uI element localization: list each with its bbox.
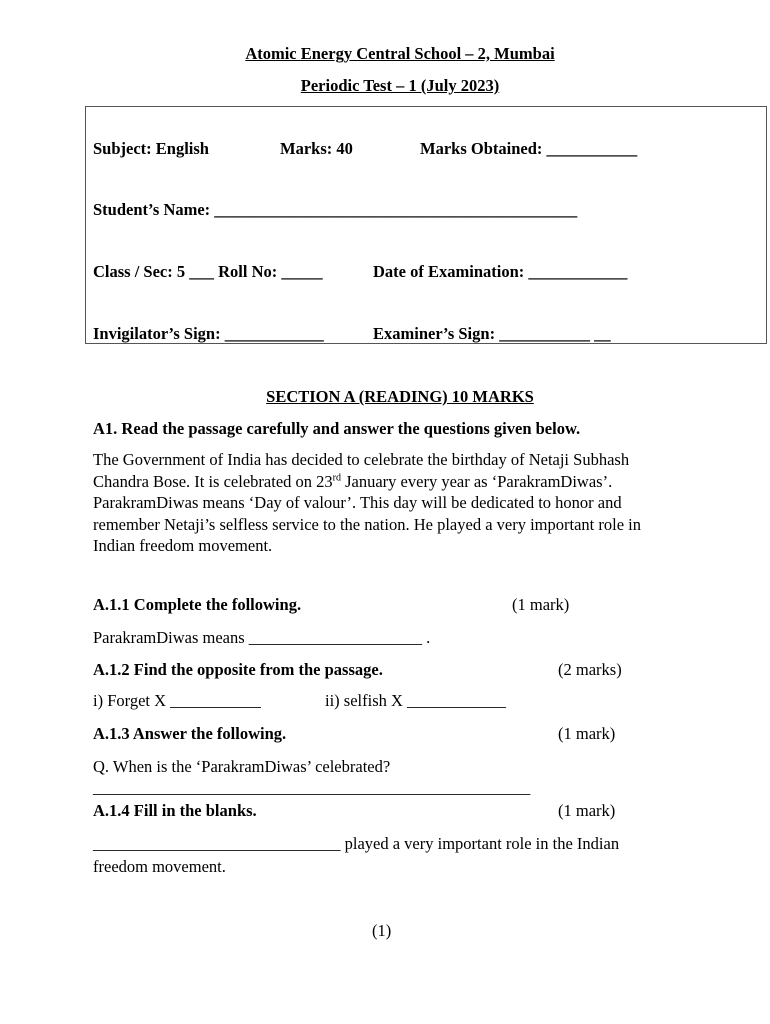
question-a14-marks: (1 mark): [558, 801, 616, 820]
class-roll-field: Class / Sec: 5 ___ Roll No: _____: [93, 262, 323, 281]
invigilator-sign-field: Invigilator’s Sign: ____________: [93, 324, 324, 343]
page-number: (1): [372, 921, 392, 940]
marks-label: Marks: 40: [280, 139, 353, 158]
passage-line: Indian freedom movement.: [93, 536, 273, 555]
section-a-title: SECTION A (READING) 10 MARKS: [266, 387, 534, 406]
school-title: Atomic Energy Central School – 2, Mumbai: [245, 44, 555, 63]
subject-label: Subject: English: [93, 139, 209, 158]
question-a14-blank-line: ______________________________ played a very important role in the Indian: [93, 834, 620, 853]
student-name-field: Student’s Name: ____________________________________________: [93, 200, 578, 219]
exam-date-field: Date of Examination: ____________: [373, 262, 628, 281]
question-a11-blank: ParakramDiwas means _____________________ .: [93, 628, 431, 647]
question-a12-title: A.1.2 Find the opposite from the passage.: [93, 660, 383, 679]
question-a13-answer-line: _____________________________________________________: [93, 778, 531, 797]
passage-line: The Government of India has decided to celebrate the birthday of Netaji Subhash: [93, 450, 630, 469]
question-a12-part-i: i) Forget X ___________: [93, 691, 261, 710]
question-a13-marks: (1 mark): [558, 724, 616, 743]
marks-obtained-field: Marks Obtained: ___________: [420, 139, 638, 158]
question-a12-marks: (2 marks): [558, 660, 622, 679]
reading-passage: [93, 449, 723, 557]
question-a11-marks: (1 mark): [512, 595, 570, 614]
question-a12-part-ii: ii) selfish X ____________: [325, 691, 507, 710]
question-a11-title: A.1.1 Complete the following.: [93, 595, 302, 614]
passage-text: Chandra Bose. It is celebrated on 23: [93, 471, 333, 491]
passage-line: [93, 471, 723, 493]
test-title: Periodic Test – 1 (July 2023): [300, 76, 500, 95]
passage-line: ParakramDiwas means ‘Day of valour’. This day will be dedicated to honor and: [93, 493, 622, 512]
question-a13-title: A.1.3 Answer the following.: [93, 724, 287, 743]
instruction-a1: A1. Read the passage carefully and answer the questions given below.: [93, 419, 581, 438]
passage-line: remember Netaji’s selfless service to the nation. He played a very important role in: [93, 514, 641, 534]
question-a13-text: Q. When is the ‘ParakramDiwas’ celebrated?: [93, 757, 391, 776]
question-a14-continuation: freedom movement.: [93, 857, 226, 876]
passage-text: January every year as ‘ParakramDiwas’.: [340, 471, 613, 491]
examiner-sign-field: Examiner’s Sign: ___________ __: [373, 324, 611, 343]
ordinal-suffix: rd: [332, 472, 341, 483]
question-a14-title: A.1.4 Fill in the blanks.: [93, 801, 257, 820]
